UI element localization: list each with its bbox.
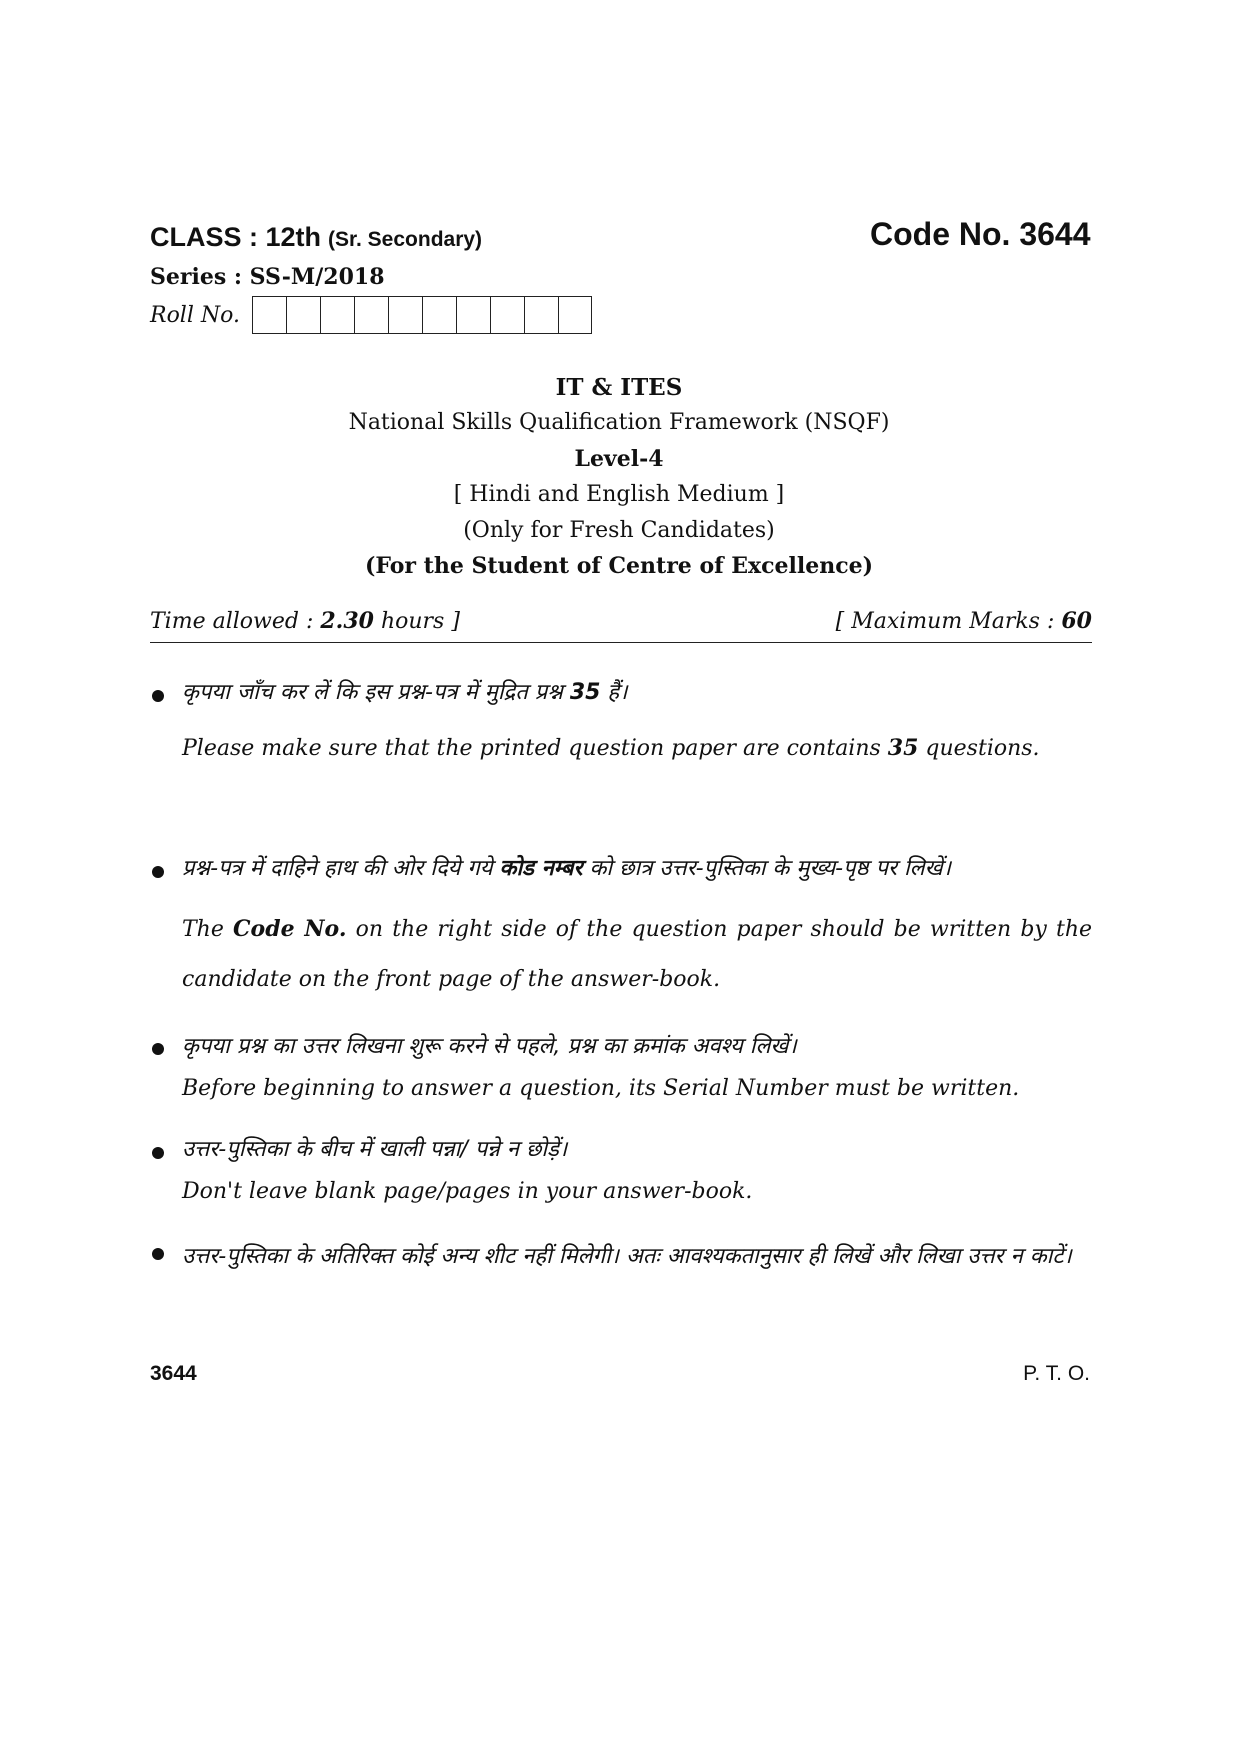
instruction-5-hindi: उत्तर-पुस्तिका के अतिरिक्त कोई अन्य शीट नहीं मिलेगी। अतः आवश्यकतानुसार ही लिखें और लिखा उत्तर न काटें। [182, 1244, 1072, 1269]
roll-no-box [388, 296, 422, 334]
instruction-2-hindi [182, 852, 1092, 882]
roll-no-box [456, 296, 490, 334]
instruction-1-english-text: Please make sure that the printed question paper are contains [182, 736, 888, 761]
instruction-1-english [182, 723, 1092, 774]
marks-value: 60 [1061, 608, 1092, 634]
footer-pto: P. T. O. [1023, 1362, 1090, 1385]
maximum-marks [836, 608, 1092, 634]
instruction-2-hindi-end: को छात्र उत्तर-पुस्तिका के मुख्य-पृष्ठ पर लिखें। [582, 856, 951, 881]
roll-no-box [320, 296, 354, 334]
instruction-2-hindi-code: कोड नम्बर [499, 856, 583, 881]
instruction-3-english: Before beginning to answer a question, its Serial Number must be written. [182, 1076, 1020, 1101]
instruction-1-hindi-text: कृपया जाँच कर लें कि इस प्रश्न-पत्र में मुद्रित प्रश्न [182, 680, 570, 705]
excellence-line: (For the Student of Centre of Excellence) [364, 553, 874, 579]
instruction-3-hindi: कृपया प्रश्न का उत्तर लिखना शुरू करने से पहले, प्रश्न का क्रमांक अवश्य लिखें। [182, 1034, 797, 1059]
bullet-icon [152, 1147, 164, 1159]
medium-line: [ Hindi and English Medium ] [453, 482, 785, 507]
instruction-4-english: Don't leave blank page/pages in your answer-book. [182, 1179, 753, 1204]
instruction-2-english [182, 904, 1092, 1005]
class-heading [150, 222, 482, 253]
fresh-candidates-line: (Only for Fresh Candidates) [463, 518, 775, 543]
footer-code: 3644 [150, 1362, 197, 1385]
class-label: CLASS : 12th [150, 222, 322, 252]
instruction-1-english-end: questions. [918, 736, 1040, 761]
bullet-icon [152, 866, 164, 878]
instruction-4-hindi: उत्तर-पुस्तिका के बीच में खाली पन्ना/ पन्ने न छोड़ें। [182, 1137, 568, 1162]
roll-no-box [422, 296, 456, 334]
series-label: Series : SS-M/2018 [150, 264, 385, 290]
instruction-1-hindi-count: 35 [569, 680, 601, 705]
instruction-1-hindi [182, 676, 1092, 706]
time-allowed [150, 608, 460, 634]
roll-no-label: Roll No. [150, 303, 240, 328]
roll-no-box [558, 296, 592, 334]
bullet-icon [152, 690, 164, 702]
roll-no-box [490, 296, 524, 334]
instruction-2-hindi-text: प्रश्न-पत्र में दाहिने हाथ की ओर दिये गये [182, 856, 500, 881]
roll-no-box [252, 296, 286, 334]
time-suffix: hours ] [373, 609, 460, 634]
code-number: Code No. 3644 [870, 216, 1091, 252]
time-marks-row [150, 608, 1092, 643]
time-prefix: Time allowed : [150, 609, 321, 634]
marks-prefix: [ Maximum Marks : [835, 609, 1062, 634]
roll-no-box [286, 296, 320, 334]
bullet-icon [152, 1043, 164, 1055]
subject-title: IT & ITES [555, 374, 683, 401]
bullet-icon [152, 1248, 164, 1260]
roll-no-box [524, 296, 558, 334]
instruction-2-english-code: Code No. [233, 916, 347, 942]
roll-no-box [354, 296, 388, 334]
time-value: 2.30 [320, 608, 374, 634]
framework-line: National Skills Qualification Framework (NSQF) [348, 410, 890, 435]
class-sub-label: (Sr. Secondary) [327, 228, 483, 251]
instruction-2-english-end: on the right side of the question paper should be written by the candidate on the front page of the answer-book. [182, 917, 1093, 992]
level-line: Level-4 [574, 446, 664, 472]
instruction-1-hindi-end: हैं। [600, 680, 628, 705]
instruction-2-english-text: The [182, 917, 234, 942]
instruction-1-english-count: 35 [887, 735, 919, 761]
roll-no-boxes [252, 296, 592, 334]
